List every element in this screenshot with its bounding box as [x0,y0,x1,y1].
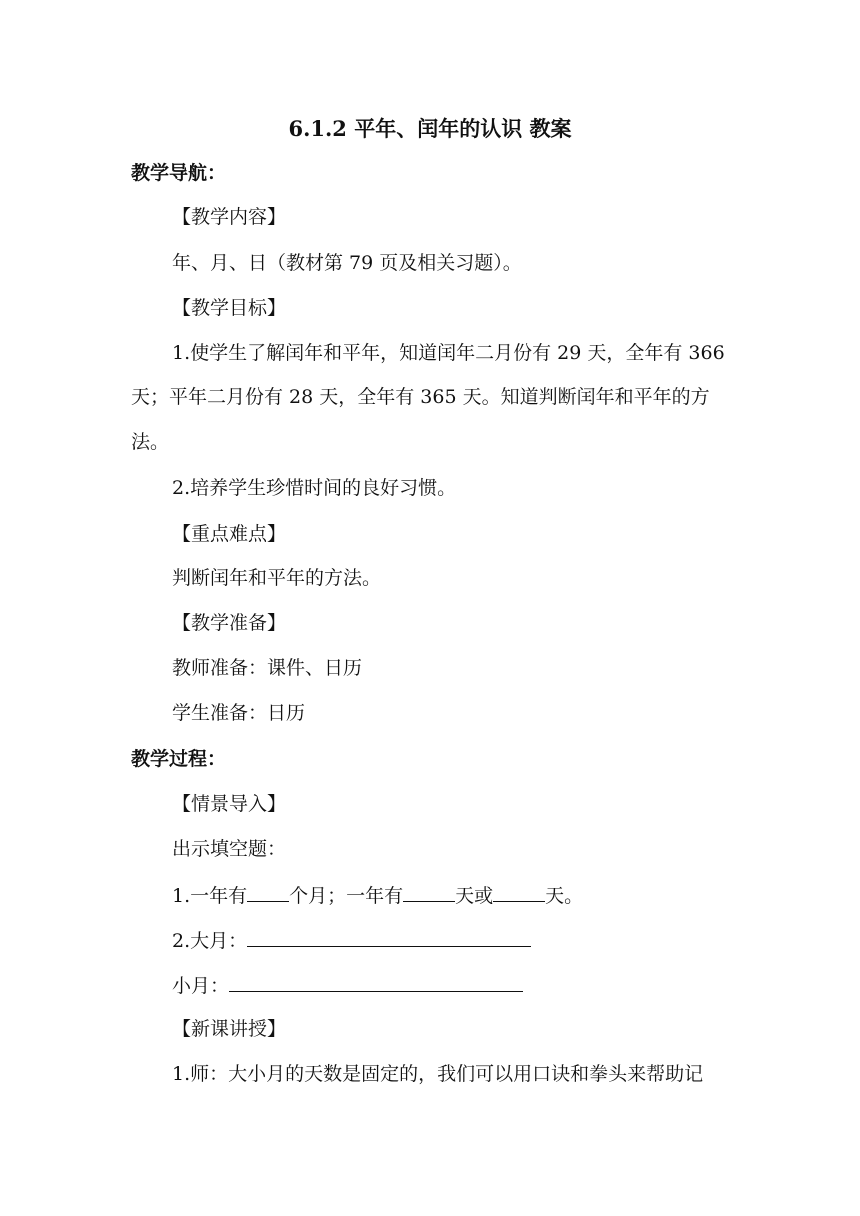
goal-heading: 【教学目标】 [172,297,287,319]
document-title: 6.1.2 平年、闰年的认识 教案 [288,116,572,141]
blank-small-months [229,973,523,992]
goal-2: 2.培养学生珍惜时间的良好习惯。 [172,477,457,499]
fill-1-part-d: 天。 [545,885,584,907]
blank-months [247,883,289,902]
process-heading: 教学过程： [131,748,227,770]
fill-2-label: 2.大月： [172,930,248,952]
key-heading: 【重点难点】 [172,523,287,545]
blank-days-1 [403,883,455,902]
goal-1-line1: 1.使学生了解闰年和平年，知道闰年二月份有 29 天，全年有 366 [172,342,725,364]
fill-question-2 [172,928,531,952]
blank-big-months [247,928,531,947]
blank-days-2 [493,883,545,902]
fill-question-1 [172,883,583,907]
new-heading: 【新课讲授】 [172,1018,287,1040]
fill-1-part-a: 1.一年有 [172,885,248,907]
new-text: 1.师：大小月的天数是固定的，我们可以用口诀和拳头来帮助记 [172,1063,704,1085]
prep-teacher: 教师准备：课件、日历 [172,657,363,679]
goal-1-line2: 天；平年二月份有 28 天，全年有 365 天。知道判断闰年和平年的方 [131,386,710,408]
goal-1-line3: 法。 [131,431,170,453]
fill-3-label: 小月： [172,975,230,997]
intro-text: 出示填空题： [172,838,287,860]
prep-student: 学生准备：日历 [172,702,306,724]
prep-heading: 【教学准备】 [172,612,287,634]
content-text: 年、月、日（教材第 79 页及相关习题）。 [172,252,522,274]
nav-heading: 教学导航： [131,162,227,184]
key-text: 判断闰年和平年的方法。 [172,567,382,589]
intro-heading: 【情景导入】 [172,793,287,815]
fill-1-part-b: 个月；一年有 [289,885,404,907]
fill-1-part-c: 天或 [455,885,494,907]
fill-question-3 [172,973,523,997]
content-heading: 【教学内容】 [172,206,287,228]
